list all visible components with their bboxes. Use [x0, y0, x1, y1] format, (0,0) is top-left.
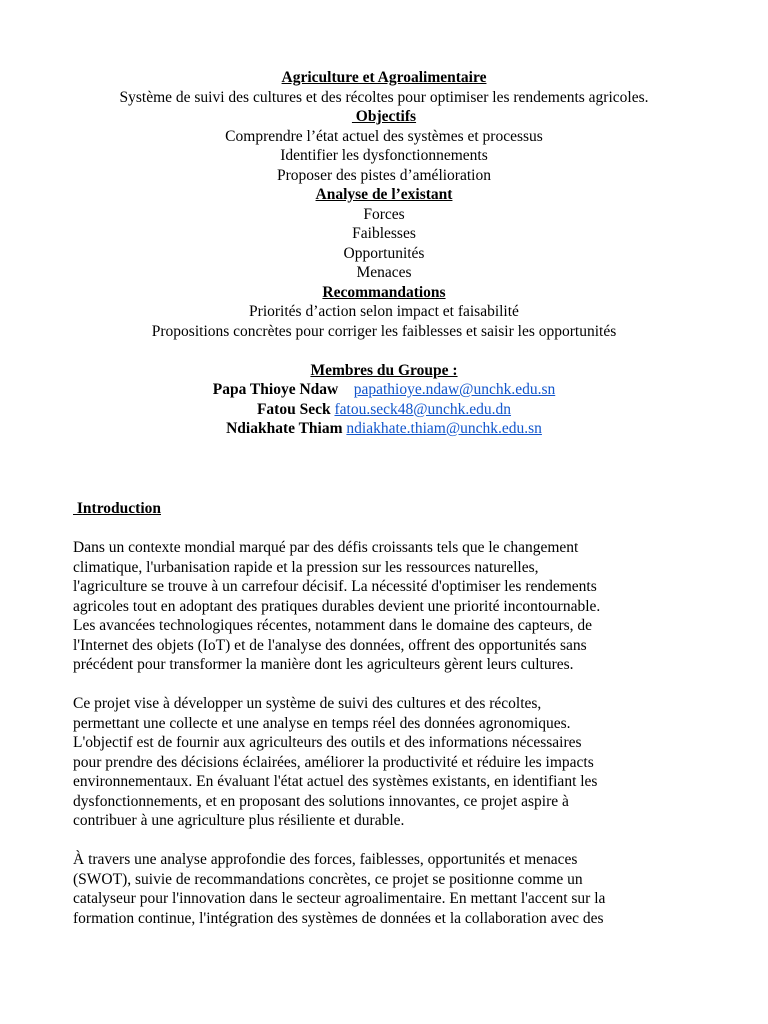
- member-name: Papa Thioye Ndaw: [212, 381, 339, 398]
- paragraph-line: À travers une analyse approfondie des forces, faiblesses, opportunités et menaces: [73, 851, 578, 868]
- analyse-heading: Analyse de l’existant: [315, 186, 453, 203]
- objectif-item: Proposer des pistes d’amélioration: [277, 166, 491, 184]
- paragraph-line: formation continue, l'intégration des systèmes de données et la collaboration avec des: [73, 909, 604, 927]
- recommandations-heading: Recommandations: [322, 283, 446, 301]
- paragraph-line: l'agriculture se trouve à un carrefour décisif. La nécessité d'optimiser les rendements: [73, 578, 597, 595]
- member-row: [0, 419, 768, 439]
- objectif-item: Comprendre l’état actuel des systèmes et processus: [225, 127, 543, 145]
- paragraph-line: Dans un contexte mondial marqué par des défis croissants tels que le changement: [73, 539, 579, 556]
- member-row: [0, 380, 768, 400]
- member-name: Fatou Seck: [256, 400, 331, 418]
- spacer: [0, 341, 768, 361]
- member-row: [0, 400, 768, 420]
- introduction-heading: Introduction: [73, 500, 161, 517]
- member-email-link[interactable]: papathioye.ndaw@unchk.edu.sn: [353, 381, 556, 398]
- cover-section: [0, 68, 768, 439]
- objectif-item: Identifier les dysfonctionnements: [280, 147, 488, 164]
- analyse-item: Forces: [363, 205, 405, 223]
- recommandation-item: Propositions concrètes pour corriger les faiblesses et saisir les opportunités: [151, 322, 617, 340]
- paragraph-line: Les avancées technologiques récentes, notamment dans le domaine des capteurs, de: [73, 617, 593, 634]
- objectifs-heading: Objectifs: [351, 108, 417, 125]
- paragraph-line: Ce projet vise à développer un système de suivi des cultures et des récoltes,: [73, 695, 542, 712]
- analyse-item: Menaces: [356, 264, 412, 281]
- paragraph-line: dysfonctionnements, et en proposant des solutions innovantes, ce projet aspire à: [73, 792, 569, 810]
- spacer: [73, 519, 703, 539]
- spacer: [73, 831, 703, 851]
- member-separator: [338, 381, 354, 398]
- introduction-section: [73, 499, 703, 928]
- recommandation-item: Priorités d’action selon impact et faisabilité: [249, 303, 519, 320]
- spacer: [73, 675, 703, 695]
- intro-paragraph: [73, 694, 703, 831]
- paragraph-line: climatique, l'urbanisation rapide et la pression sur les ressources naturelles,: [73, 558, 539, 576]
- paragraph-line: permettant une collecte et une analyse en temps réel des données agronomiques.: [73, 714, 571, 732]
- paragraph-line: pour prendre des décisions éclairées, améliorer la productivité et réduire les impacts: [73, 753, 594, 771]
- member-email-link[interactable]: fatou.seck48@unchk.edu.dn: [334, 400, 512, 418]
- analyse-item: Faiblesses: [352, 225, 416, 242]
- membres-heading: Membres du Groupe :: [310, 361, 458, 379]
- paragraph-line: catalyseur pour l'innovation dans le secteur agroalimentaire. En mettant l'accent sur la: [73, 890, 606, 907]
- paragraph-line: précédent pour transformer la manière dont les agriculteurs gèrent leurs cultures.: [73, 656, 574, 673]
- paragraph-line: l'Internet des objets (IoT) et de l'analyse des données, offrent des opportunités sans: [73, 636, 587, 654]
- member-name: Ndiakhate Thiam: [226, 420, 343, 437]
- document-title: Agriculture et Agroalimentaire: [281, 69, 487, 86]
- paragraph-line: L'objectif est de fournir aux agriculteurs des outils et des informations nécessaires: [73, 734, 582, 751]
- paragraph-line: (SWOT), suivie de recommandations concrètes, ce projet se positionne comme un: [73, 870, 583, 888]
- intro-paragraph: [73, 850, 703, 928]
- analyse-item: Opportunités: [343, 244, 425, 262]
- member-email-link[interactable]: ndiakhate.thiam@unchk.edu.sn: [346, 420, 542, 437]
- paragraph-line: contribuer à une agriculture plus résiliente et durable.: [73, 812, 405, 829]
- document-subtitle: Système de suivi des cultures et des récoltes pour optimiser les rendements agricoles.: [119, 88, 649, 106]
- paragraph-line: agricoles tout en adoptant des pratiques durables devient une priorité incontournable.: [73, 597, 601, 615]
- paragraph-line: environnementaux. En évaluant l'état actuel des systèmes existants, en identifiant les: [73, 773, 598, 790]
- intro-paragraph: [73, 538, 703, 675]
